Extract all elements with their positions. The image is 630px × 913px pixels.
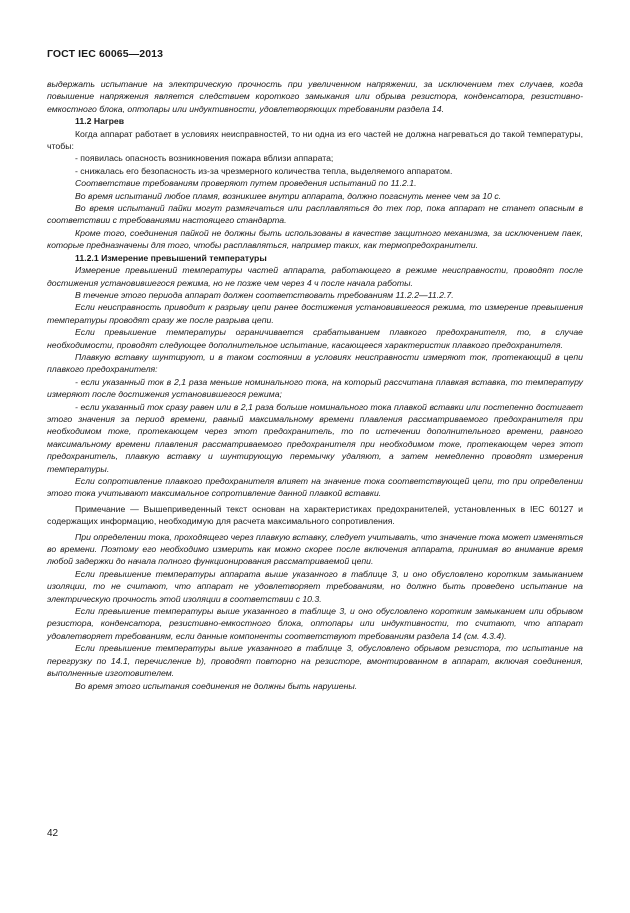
paragraph: Кроме того, соединения пайкой не должны быть использованы в качестве защитного механизма, за исключением паек, которые предназначены для того, чтобы расплавляться, например таких, как термопредохранители. [47,227,583,251]
paragraph: В течение этого периода аппарат должен соответствовать требованиям 11.2.2—11.2.7. [75,289,454,300]
paragraph: Измерение превышений температуры частей аппарата, работающего в режиме неисправности, проводят после достижения установившегося режима, но не позже чем через 4 ч после начала работы. [47,265,583,288]
note: Примечание — Вышеприведенный текст основан на характеристиках предохранителей, установленных в IEC 60127 и содержащих информацию, необходимую для расчета максимального сопротивления. [47,503,583,527]
paragraph: выдержать испытание на электрическую прочность при увеличенном напряжении, за исключением тех случаев, когда повышение напряжения является следствием короткого замыкания или обрыва резистора, конденсатора, резистивно-емкостного блока, оптопары или индуктивности, удовлетворяющих требованиям раздела 14. [47,79,583,114]
paragraph: При определении тока, проходящего через плавкую вставку, следует учитывать, что значение тока может изменяться во времени. Поэтому его необходимо измерить как можно скорее после включения аппарата, принимая во внимание время любой задержки до начала полного функционирования рассматриваемой цепи. [47,531,584,567]
paragraph: Во время испытаний пайки могут размягчаться или расплавляться до тех пор, пока аппарат не станет опасным в соответствии с требованиями настоящего стандарта. [47,203,583,226]
paragraph: Когда аппарат работает в условиях неисправностей, то ни одна из его частей не должна нагреваться до такой температуры, чтобы: [47,128,583,152]
paragraph: Плавкую вставку шунтируют, и в таком состоянии в условиях неисправности измеряют ток, протекающий в цепи плавкого предохранителя: [47,351,583,375]
list-item: - появилась опасность возникновения пожара вблизи аппарата; [75,153,334,164]
paragraph: Если превышение температуры ограничивается срабатыванием плавкого предохранителя, то, в случае необходимости, проводят следующее дополнительное испытание, касающееся характеристик плавкого предохранителя. [47,327,583,350]
paragraph: Соответствие требованиям проверяют путем проведения испытаний по 11.2.1. [75,178,417,189]
document-body [47,78,583,692]
paragraph: Если превышение температуры аппарата выше указанного в таблице 3, и оно обусловлено коротким замыканием изоляции, то не считают, что аппарат не удовлетворяет требованиям, но должно быть проведено испытание на электрическую прочность этой изоляции в соответствии с 10.3. [47,568,583,604]
paragraph: Если превышение температуры выше указанного в таблице 3, и оно обусловлено коротким замыканием или обрывом резистора, конденсатора, резистивно-емкостного блока, оптопары или индуктивности, то считают, что аппарат удовлетворяет требованиям, если данные компоненты соответствуют требованиям раздела 14 (см. 4.3.4). [47,606,583,641]
list-item: - снижалась его безопасность из-за чрезмерного количества тепла, выделяемого аппаратом. [75,165,453,176]
section-heading: 11.2 Нагрев [75,116,125,127]
paragraph: Если превышение температуры выше указанного в таблице 3, обусловлено обрывом резистора, то испытание на перегрузку по 14.1, перечисление b), проводят повторно на резисторе, вмонтированном в аппарат, включая соединения, выполненные изготовителем. [47,643,583,679]
list-item: - если указанный ток сразу равен или в 2,1 раза больше номинального тока плавкой вставки или постепенно достигает этого значения за период времени, равный максимальному времени плавления рассматриваемого предохранителя при необходимом токе, протекающем через этот предохранитель, то по истечении дополнительного времени, равного максимальному времени плавления рассматриваемого предохранителя при необходимом токе, протекающем через этот предохранитель, плавкую вставку и шунтирующую перемычку удаляют, а затем немедленно проводят измерения температуры. [47,401,583,474]
page-number: 42 [47,828,59,839]
paragraph: Во время этого испытания соединения не должны быть нарушены. [75,680,358,691]
paragraph: Во время испытаний любое пламя, возникшее внутри аппарата, должно погаснуть менее чем за 10 с. [75,190,502,201]
paragraph: Если неисправность приводит к разрыву цепи ранее достижения установившегося режима, то измерение превышения температуры проводят сразу же после разрыва цепи. [47,302,583,325]
paragraph: Если сопротивление плавкого предохранителя влияет на значение тока соответствующей цепи, то при определении этого тока учитывают максимальное сопротивление данной плавкой вставки. [47,476,583,499]
subsection-heading: 11.2.1 Измерение превышений температуры [75,252,267,263]
list-item: - если указанный ток в 2,1 раза меньше номинального тока, на который рассчитана плавкая вставка, то температуру измеряют после достижения установившегося режима; [47,376,583,400]
document-header: ГОСТ IEC 60065—2013 [47,48,164,60]
